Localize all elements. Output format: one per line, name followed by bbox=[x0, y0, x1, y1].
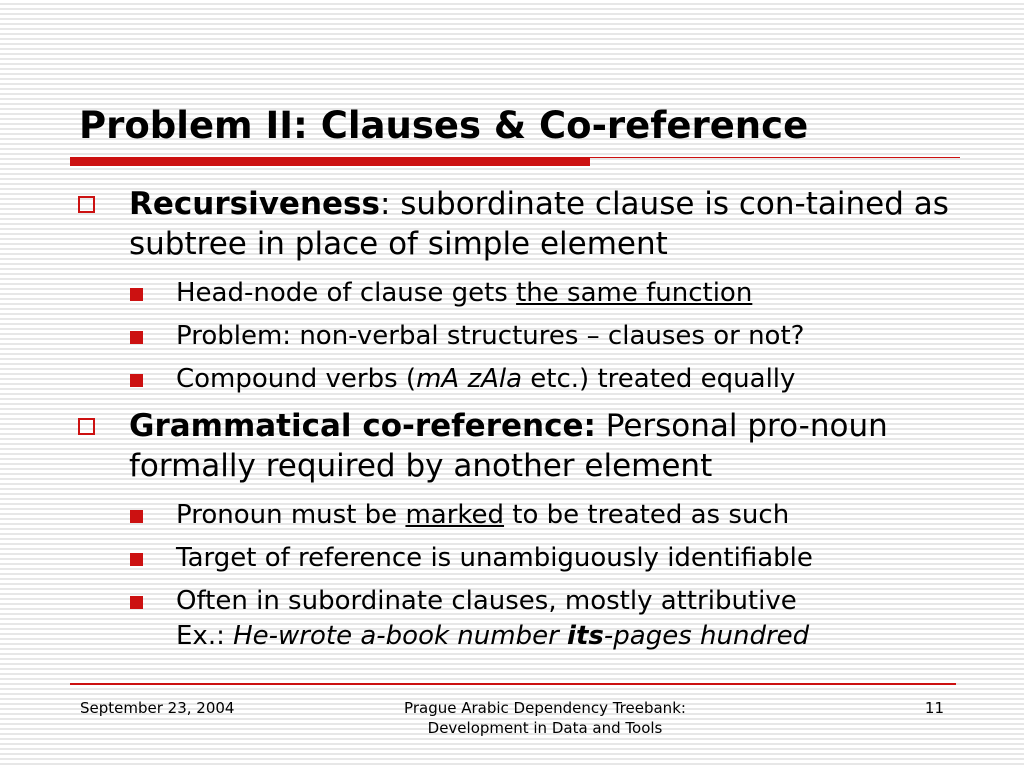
subbullet-head-node: Head-node of clause gets the same function bbox=[130, 276, 970, 311]
hollow-square-bullet-icon bbox=[78, 418, 95, 435]
hollow-square-bullet-icon bbox=[78, 196, 95, 213]
arabic-example-italic: mA zAla bbox=[416, 364, 523, 394]
filled-square-bullet-icon bbox=[130, 331, 143, 344]
footer-date: September 23, 2004 bbox=[80, 699, 235, 717]
bold-its: its bbox=[567, 621, 604, 651]
filled-square-bullet-icon bbox=[130, 510, 143, 523]
coreference-description: Personal pro-noun formally required by another element bbox=[129, 408, 888, 484]
subbullet-target: Target of reference is unambiguously identifiable bbox=[130, 541, 970, 576]
slide-title: Problem II: Clauses & Co-reference bbox=[79, 104, 809, 147]
subbullet-problem: Problem: non-verbal structures – clauses or not? bbox=[130, 319, 970, 354]
recursiveness-description: : subordinate clause is con-tained as subtree in place of simple element bbox=[129, 186, 949, 262]
bullet-recursiveness bbox=[78, 184, 968, 264]
term-recursiveness: Recursiveness bbox=[129, 186, 380, 222]
filled-square-bullet-icon bbox=[130, 288, 143, 301]
underlined-the-same-function: the same function bbox=[516, 278, 753, 308]
subbullet-often: Often in subordinate clauses, mostly attributive Ex.: He-wrote a-book number its-pages hundred bbox=[130, 584, 970, 654]
bullet-coreference bbox=[78, 406, 968, 486]
footer-title: Prague Arabic Dependency Treebank: Development in Data and Tools bbox=[404, 699, 686, 737]
page-number: 11 bbox=[924, 699, 944, 717]
filled-square-bullet-icon bbox=[130, 374, 143, 387]
subbullet-pronoun: Pronoun must be marked to be treated as such bbox=[130, 498, 970, 533]
footer-rule bbox=[70, 683, 956, 685]
underlined-marked: marked bbox=[405, 500, 505, 530]
term-coreference: Grammatical co-reference: bbox=[129, 408, 596, 444]
subbullet-compound-verbs: Compound verbs (mA zAla etc.) treated equally bbox=[130, 362, 970, 397]
filled-square-bullet-icon bbox=[130, 553, 143, 566]
filled-square-bullet-icon bbox=[130, 596, 143, 609]
title-underline-thick bbox=[70, 157, 590, 166]
